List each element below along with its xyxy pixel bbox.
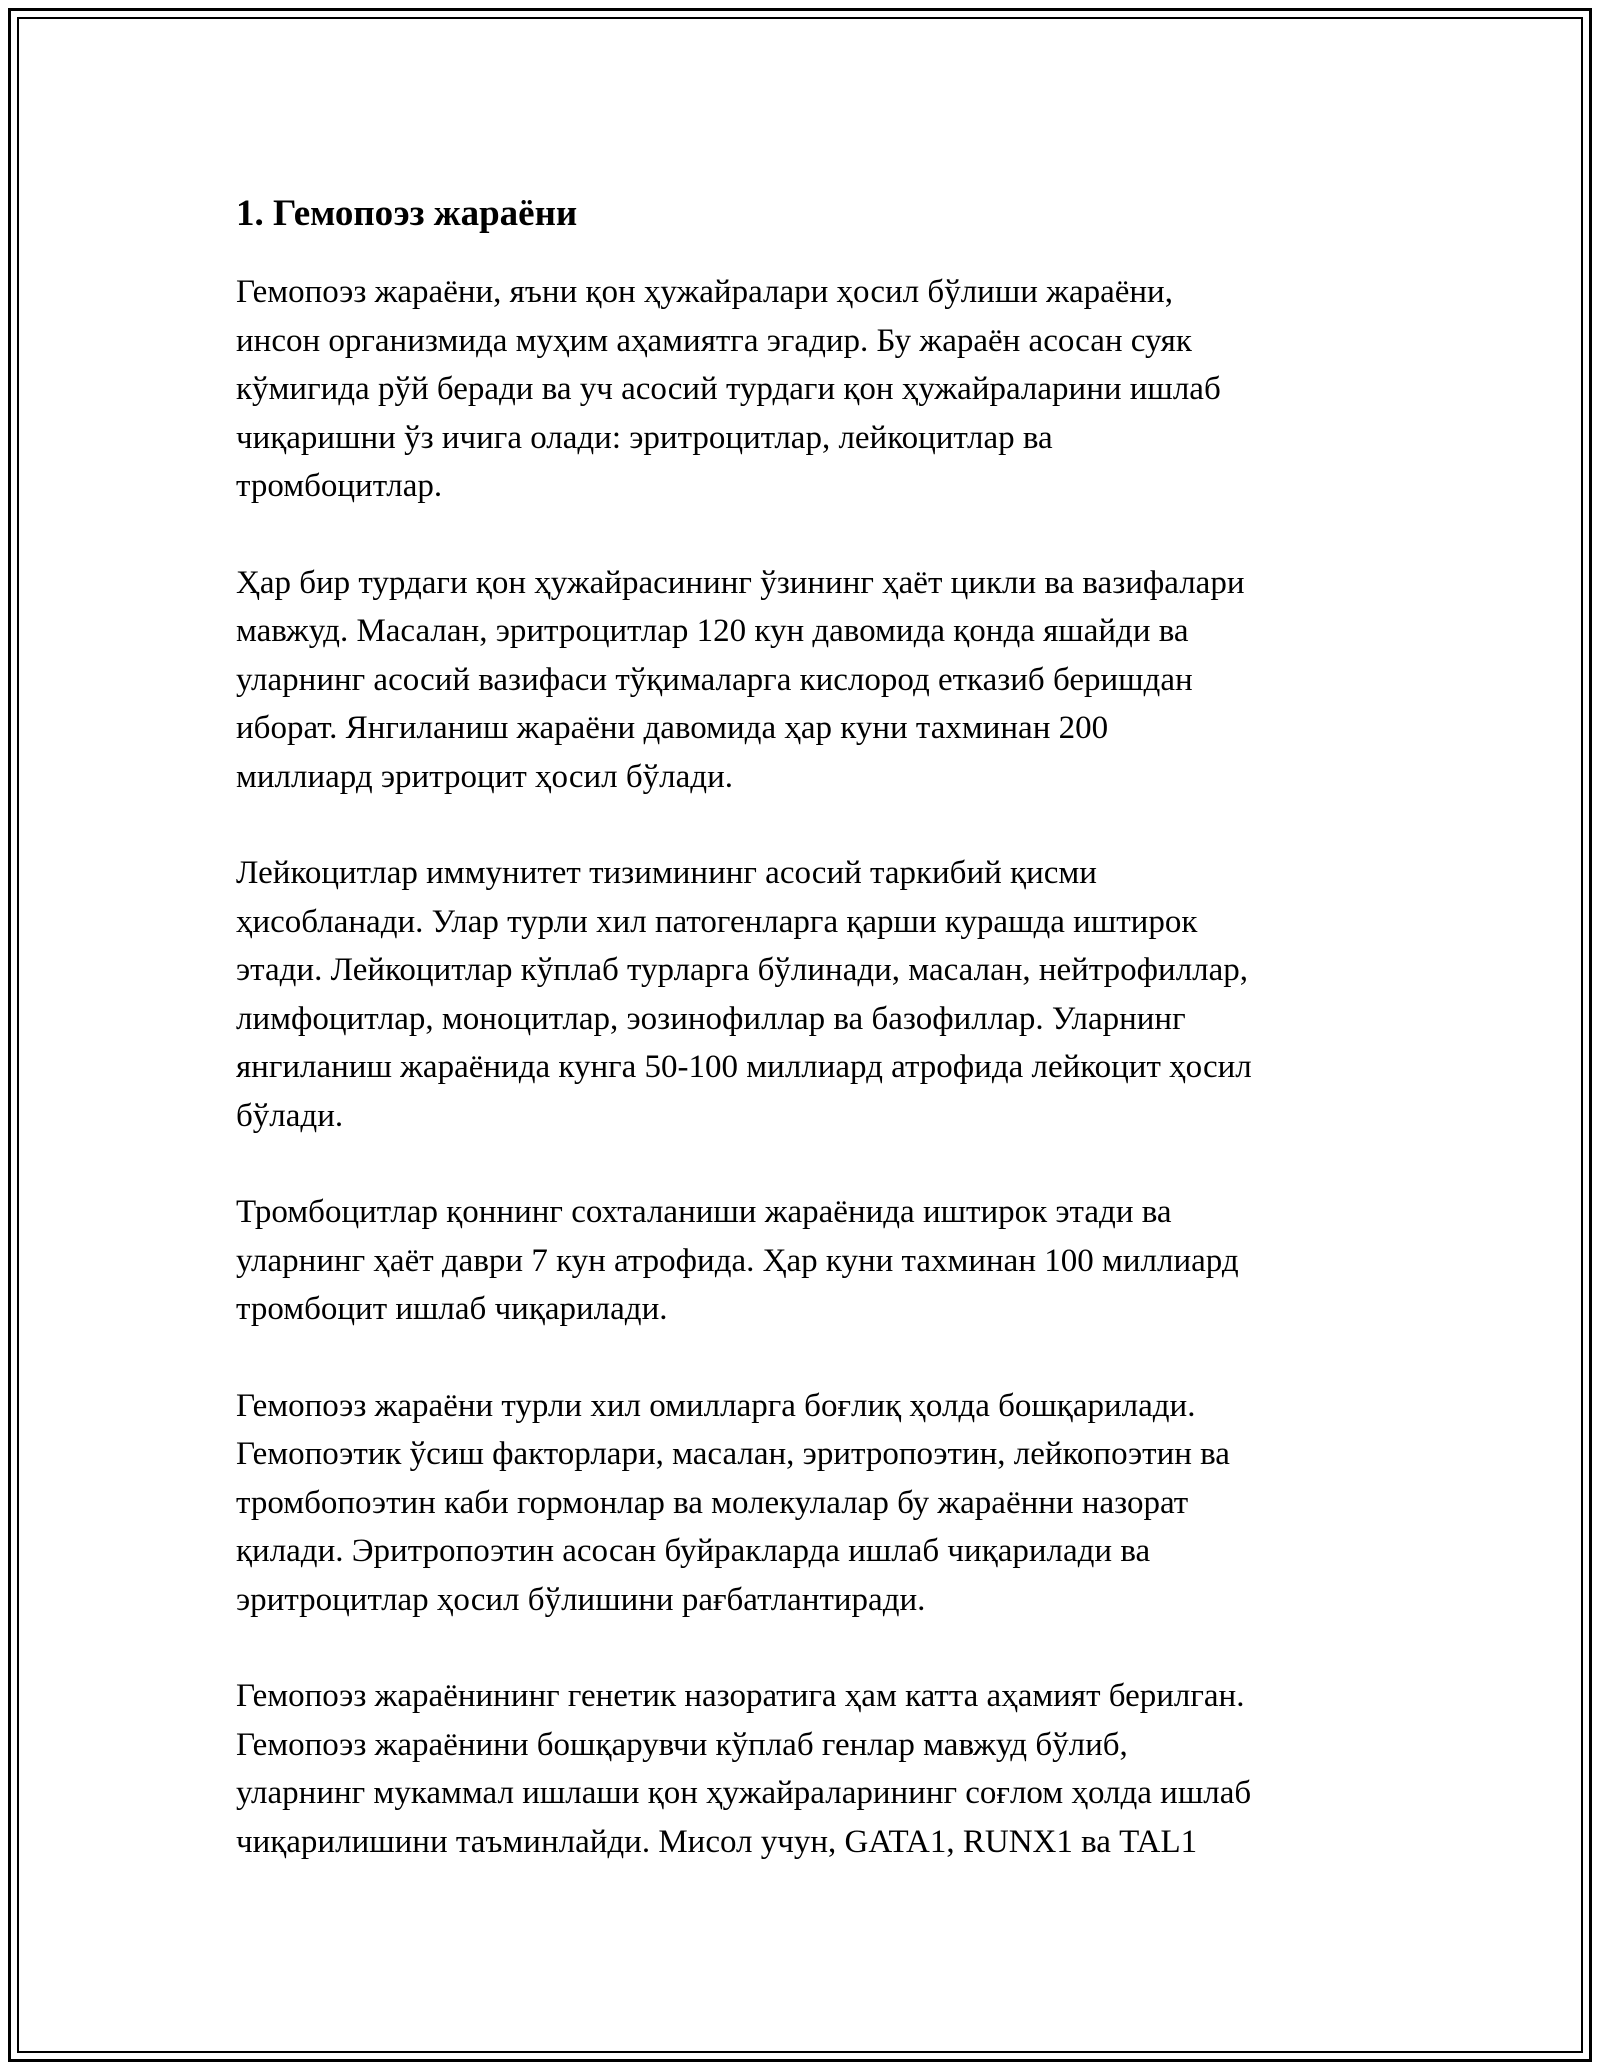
paragraph-genetic-control: Гемопоэз жараёнининг генетик назоратига ҳам катта аҳамият берилган. Гемопоэз жараёнини бошқарувчи кўплаб генлар мавжуд бўлиб, уларнинг мукаммал ишлаши қон ҳужайраларининг соғлом ҳолда ишлаб чиқарилишини таъминлайди. Мисол учун, GATA1, RUNX1 ва TAL1 [236, 1678, 1252, 1860]
section-heading: 1. Гемопоэз жараёни [236, 193, 578, 234]
paragraph-erythrocytes: Ҳар бир турдаги қон ҳужайрасининг ўзининг ҳаёт цикли ва вазифалари мавжуд. Масалан, эритроцитлар 120 кун давомида қонда яшайди ва уларнинг асосий вазифаси тўқималарга кислород етказиб беришдан иборат. Янгиланиш жараёни давомида ҳар куни тахминан 200 миллиард эритроцит ҳосил бўлади. [236, 564, 1245, 795]
paragraph-thrombocytes: Тромбоцитлар қоннинг сохталаниши жараёнида иштирок этади ва уларнинг ҳаёт даври 7 кун атрофида. Ҳар куни тахминан 100 миллиард тромбоцит ишлаб чиқарилади. [236, 1194, 1239, 1327]
paragraph-regulation: Гемопоэз жараёни турли хил омилларга боғлиқ ҳолда бошқарилади. Гемопоэтик ўсиш факторлари, масалан, эритропоэтин, лейкопоэтин ва тромбопоэтин каби гормонлар ва молекулалар бу жараённи назорат қилади. Эритропоэтин асосан буйракларда ишлаб чиқарилади ва эритроцитлар ҳосил бўлишини рағбатлантиради. [236, 1387, 1230, 1618]
paragraph-leukocytes: Лейкоцитлар иммунитет тизимининг асосий таркибий қисми ҳисобланади. Улар турли хил патогенларга қарши курашда иштирок этади. Лейкоцитлар кўплаб турларга бўлинади, масалан, нейтрофиллар, лимфоцитлар, моноцитлар, эозинофиллар ва базофиллар. Уларнинг янгиланиш жараёнида кунга 50-100 миллиард атрофида лейкоцит ҳосил бўлади. [236, 855, 1252, 1134]
paragraph-hematopoiesis-intro: Гемопоэз жараёни, яъни қон ҳужайралари ҳосил бўлиши жараёни, инсон организмида муҳим аҳамиятга эгадир. Бу жараён асосан суяк кўмигида рўй беради ва уч асосий турдаги қон ҳужайраларини ишлаб чиқаришни ўз ичига олади: эритроцитлар, лейкоцитлар ва тромбоцитлар. [236, 274, 1221, 504]
document-body [236, 186, 1376, 1914]
